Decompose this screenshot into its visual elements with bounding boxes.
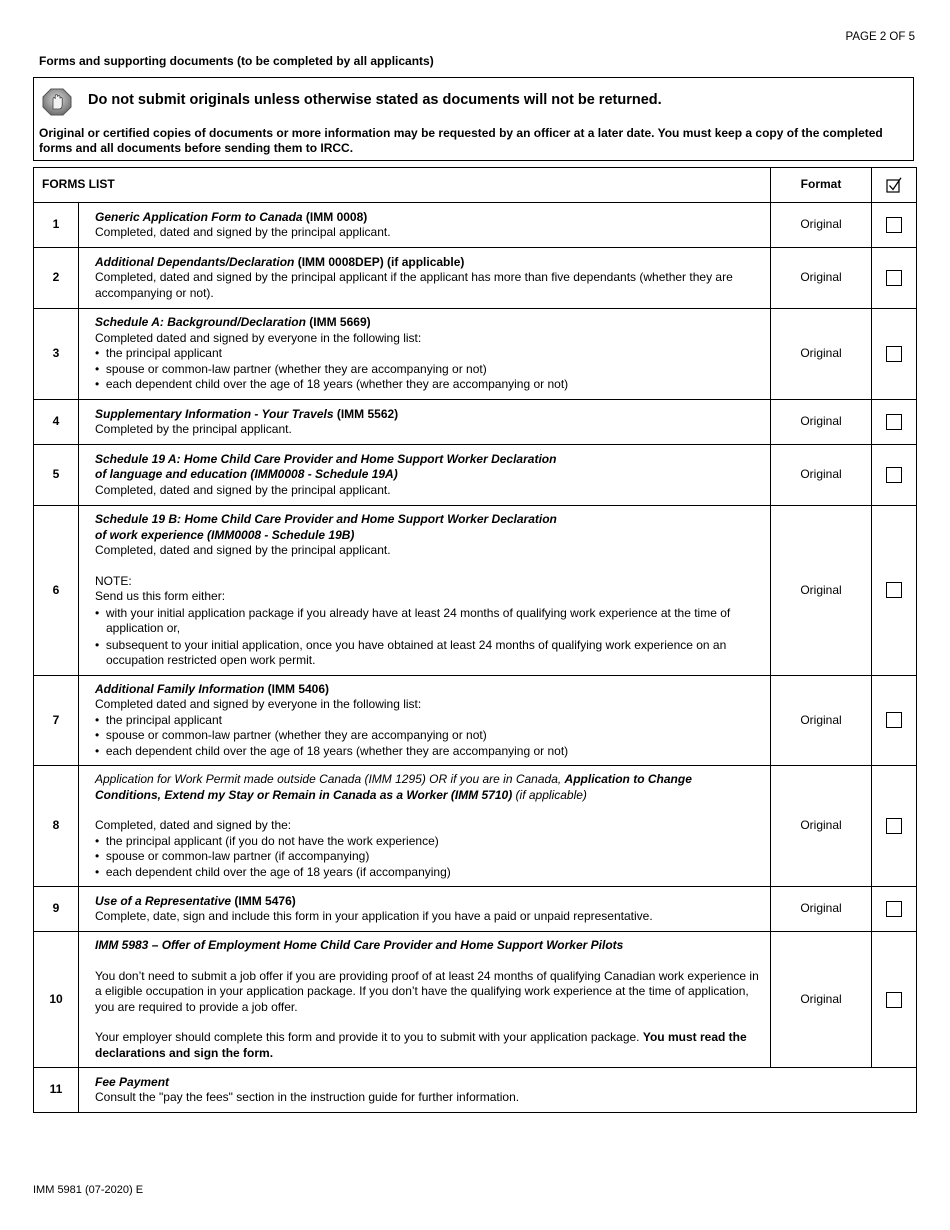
list-item: • the principal applicant [95,346,222,361]
row-number: 6 [34,506,79,676]
format-header: Format [771,168,872,203]
row-description [79,203,771,248]
form-code: (IMM 5476) [231,893,296,908]
checkbox[interactable] [886,712,902,728]
checkbox[interactable] [886,467,902,483]
row-description [79,675,771,766]
form-title: Fee Payment [95,1074,170,1089]
list-item: • with your initial application package if you already have at least 24 months of qualifying work experience at the time of application or, [95,605,731,635]
format-cell: Original [771,675,872,766]
format-cell: Original [771,766,872,887]
table-row [34,506,917,676]
form-title: Schedule A: Background/Declaration [95,315,306,330]
section-heading: Forms and supporting documents (to be completed by all applicants) [39,54,434,68]
form-instruction: Consult the "pay the fees" section in the instruction guide for further information. [95,1090,520,1104]
format-cell: Original [771,203,872,248]
row-number: 8 [34,766,79,887]
format-cell: Original [771,932,872,1068]
checkmark-box-icon [886,177,902,193]
format-cell: Original [771,400,872,445]
format-cell: Original [771,309,872,400]
form-title: IMM 5983 – Offer of Employment Home Child Care Provider and Home Support Worker Pilots [95,938,624,952]
form-instruction: Completed by the principal applicant. [95,422,292,436]
list-item: • spouse or common-law partner (whether they are accompanying or not) [95,728,487,742]
row-number: 5 [34,445,79,506]
format-cell: Original [771,248,872,309]
format-cell: Original [771,445,872,506]
table-row [34,766,917,887]
form-title-cont: of language and education (IMM0008 - Schedule 19A) [95,467,398,482]
checkbox[interactable] [886,270,902,286]
form-title: Additional Family Information [95,681,265,696]
forms-list-header: FORMS LIST [34,168,771,203]
checkbox[interactable] [886,414,902,430]
form-instruction: Completed, dated and signed by the principal applicant. [95,225,391,239]
checkbox[interactable] [886,217,902,233]
notice-box [33,77,914,161]
list-item: • the principal applicant [95,712,222,727]
form-instruction: Completed, dated and signed by the: [95,818,292,832]
checkbox[interactable] [886,582,902,598]
row-number: 10 [34,932,79,1068]
form-instruction: Complete, date, sign and include this form in your application if you have a paid or unpaid representative. [95,909,653,923]
form-applicability: (if applicable) [512,787,587,802]
format-cell: Original [771,887,872,932]
form-title-cont: of work experience (IMM0008 - Schedule 19B) [95,527,355,542]
form-code: (IMM 0008) [302,209,368,224]
table-row [34,309,917,400]
form-code: (IMM 5669) [305,315,371,330]
forms-list-table [33,167,917,1113]
row-number: 9 [34,887,79,932]
form-code: (IMM 5562) [333,406,399,421]
form-code: (IMM 0008DEP) (if applicable) [294,254,465,269]
row-description [79,1068,917,1113]
form-title: Supplementary Information - Your Travels [95,406,334,421]
checkbox[interactable] [886,818,902,834]
checkbox[interactable] [886,346,902,362]
form-identifier: IMM 5981 (07-2020) E [33,1184,144,1196]
list-item: • spouse or common-law partner (whether they are accompanying or not) [95,361,487,376]
row-description [79,766,771,887]
checkbox[interactable] [886,992,902,1008]
page-number: PAGE 2 OF 5 [845,31,915,43]
list-item: • the principal applicant (if you do not have the work experience) [95,833,439,848]
table-row [34,400,917,445]
notice-title: Do not submit originals unless otherwise stated as documents will not be returned. [88,92,662,108]
row-description [79,887,771,932]
list-item: • each dependent child over the age of 18 years (if accompanying) [95,864,451,879]
row-number: 3 [34,309,79,400]
row-number: 1 [34,203,79,248]
table-row [34,203,917,248]
form-title-alt: Application to Change Conditions, Extend my Stay or Remain in Canada as a Worker (IMM 5710) [95,772,692,802]
list-item: • spouse or common-law partner (if accompanying) [95,849,370,863]
form-title: Application for Work Permit made outside Canada (IMM 1295) OR if you are in Canada, [95,772,565,786]
form-instruction: You don’t need to submit a job offer if you are providing proof of at least 24 months of qualifying Canadian work experience in a eligible occupation in your application package. If you don’t have the qualifying work experience at the time of application, you are required to provide a job offer. [95,968,759,1014]
list-item: • each dependent child over the age of 18 years (whether they are accompanying or not) [95,377,569,392]
row-number: 11 [34,1068,79,1113]
table-row [34,675,917,766]
form-title: Schedule 19 B: Home Child Care Provider and Home Support Worker Declaration [95,512,557,526]
row-number: 2 [34,248,79,309]
checkbox[interactable] [886,901,902,917]
list-item: • each dependent child over the age of 18 years (whether they are accompanying or not) [95,743,569,758]
table-row [34,887,917,932]
form-code: (IMM 5406) [264,681,330,696]
row-description [79,932,771,1068]
row-description [79,506,771,676]
row-number: 4 [34,400,79,445]
stop-hand-icon [42,88,72,116]
form-title: Schedule 19 A: Home Child Care Provider and Home Support Worker Declaration [95,451,557,466]
row-description [79,309,771,400]
table-header-row [34,168,917,203]
table-row [34,932,917,1068]
table-row [34,248,917,309]
row-description [79,248,771,309]
format-cell: Original [771,506,872,676]
form-instruction: Completed, dated and signed by the principal applicant if the applicant has more than five dependants (whether they are accompanying or not). [95,270,733,300]
note-intro: Send us this form either: [95,589,226,603]
form-title: Additional Dependants/Declaration [95,254,295,269]
row-description [79,445,771,506]
notice-body: Original or certified copies of documents or more information may be requested by an officer at a later date. You must keep a copy of the completed forms and all documents before sending them to IRCC. [39,126,883,155]
form-title: Use of a Representative [95,893,232,908]
form-instruction: Completed, dated and signed by the principal applicant. [95,543,391,557]
note-label: NOTE: [95,573,132,588]
table-row [34,445,917,506]
form-title: Generic Application Form to Canada [95,209,303,224]
form-instruction: Completed dated and signed by everyone in the following list: [95,697,422,711]
form-instruction: Completed, dated and signed by the principal applicant. [95,482,391,497]
list-item: • subsequent to your initial application, once you have obtained at least 24 months of qualifying work experience on an occupation restricted open work permit. [95,637,727,667]
check-header [872,168,917,203]
form-instruction: Completed dated and signed by everyone in the following list: [95,330,422,345]
row-description [79,400,771,445]
form-instruction-2: Your employer should complete this form and provide it to you to submit with your application package. You must read the declarations and sign the form. [95,1030,747,1060]
table-row [34,1068,917,1113]
row-number: 7 [34,675,79,766]
